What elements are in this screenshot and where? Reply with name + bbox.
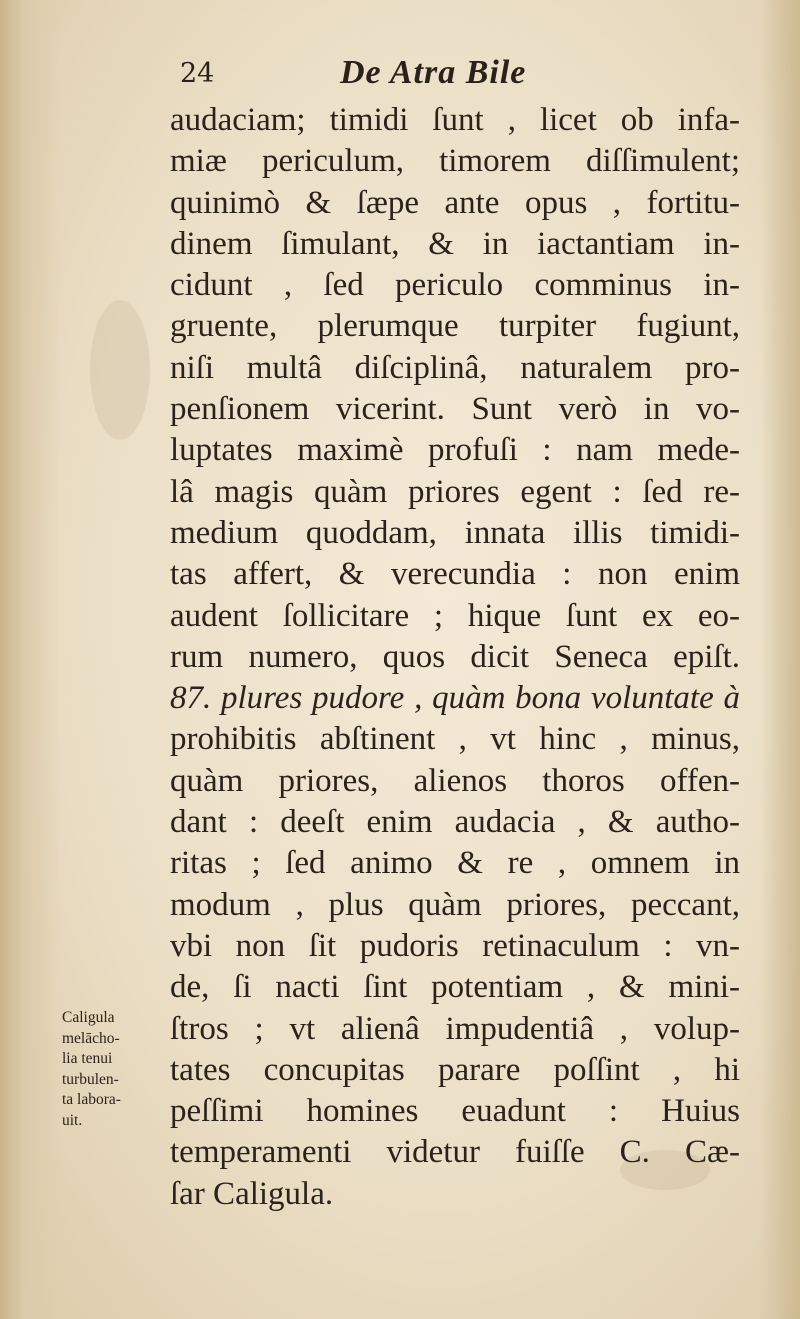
page-number: 24 xyxy=(180,58,215,89)
margin-note xyxy=(62,1008,162,1131)
text-line: niſi multâ diſciplinâ, naturalem pro- xyxy=(170,349,740,386)
running-title: De Atra Bile xyxy=(340,54,527,91)
margin-note-line: ta labora- xyxy=(62,1091,121,1108)
margin-note-line: turbulen- xyxy=(62,1070,119,1088)
paper-stain xyxy=(90,300,150,440)
text-line: dant : deeſt enim audacia , & autho- xyxy=(170,804,740,841)
text-line: miæ periculum, timorem diſſimulent; xyxy=(170,143,740,180)
text-line-italic-citation: 87. plures pudore , quàm bona voluntate à xyxy=(170,680,740,717)
text-line: modum , plus quàm priores, peccant, xyxy=(170,886,740,923)
margin-note-line: Caligula xyxy=(62,1009,115,1026)
text-line: audaciam; timidi ſunt , licet ob infa- xyxy=(170,102,740,138)
text-line: ſtros ; vt alienâ impudentiâ , volup- xyxy=(170,1010,740,1047)
page-header xyxy=(180,52,740,96)
text-line: vbi non ſit pudoris retinaculum : vn- xyxy=(170,927,740,964)
text-line: de, ſi nacti ſint potentiam , & mini- xyxy=(170,969,740,1006)
text-line: temperamenti videtur fuiſſe C. Cæ- xyxy=(170,1134,740,1171)
text-line: quinimò & ſæpe ante opus , fortitu- xyxy=(170,184,740,221)
text-line-final: ſar Caligula. xyxy=(170,1175,334,1212)
text-line: luptates maximè profuſi : nam mede- xyxy=(170,432,740,469)
text-line: lâ magis quàm priores egent : ſed re- xyxy=(170,473,740,510)
text-line: prohibitis abſtinent , vt hinc , minus, xyxy=(170,721,740,758)
text-line: tates concupitas parare poſſint , hi xyxy=(170,1051,740,1088)
margin-note-line: uit. xyxy=(62,1111,83,1129)
text-line: medium quoddam, innata illis timidi- xyxy=(170,514,740,551)
main-text-block xyxy=(170,100,740,1215)
margin-note-line: lia tenui xyxy=(62,1050,113,1067)
text-line: rum numero, quos dicit Seneca epiſt. xyxy=(170,638,740,675)
text-line: ritas ; ſed animo & re , omnem in xyxy=(170,845,740,882)
text-line: penſionem vicerint. Sunt verò in vo- xyxy=(170,391,740,428)
text-line: audent ſollicitare ; hique ſunt ex eo- xyxy=(170,597,740,634)
text-line: gruente, plerumque turpiter fugiunt, xyxy=(170,308,740,345)
margin-note-line: melācho- xyxy=(62,1029,120,1047)
page-edge-shadow-left xyxy=(0,0,60,1319)
text-line: quàm priores, alienos thoros offen- xyxy=(170,762,740,799)
text-line: tas affert, & verecundia : non enim xyxy=(170,556,740,593)
text-line: cidunt , ſed periculo comminus in- xyxy=(170,267,740,304)
page-edge-shadow-right xyxy=(760,0,800,1319)
text-line: peſſimi homines euadunt : Huius xyxy=(170,1093,740,1130)
text-line: dinem ſimulant, & in iactantiam in- xyxy=(170,225,740,262)
